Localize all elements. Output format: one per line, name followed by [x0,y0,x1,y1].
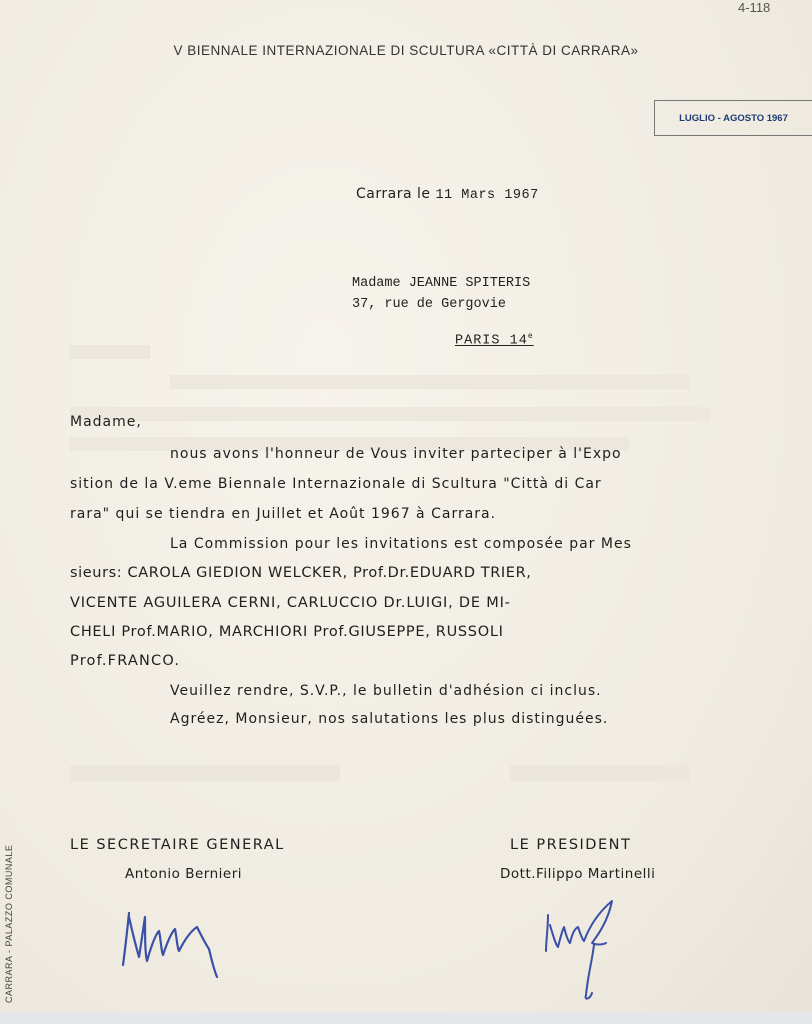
body-line: rara" qui se tiendra en Juillet et Août 1967 à Carrara. [70,506,497,522]
recipient-street: 37, rue de Gergovie [352,297,506,312]
exhibition-date-box: LUGLIO - AGOSTO 1967 [654,100,812,136]
president-name: Dott.Filippo Martinelli [500,866,656,882]
body-line: Veuillez rendre, S.V.P., le bulletin d'adhésion ci inclus. [170,683,602,699]
secretary-signature [115,895,235,985]
place-prefix: Carrara le [356,186,431,202]
secretary-title: LE SECRETAIRE GENERAL [70,837,285,853]
body-line: CHELI Prof.MARIO, MARCHIORI Prof.GIUSEPPE, RUSSOLI [70,624,504,640]
letter-date: 11 Mars 1967 [435,188,539,203]
archive-reference: 4-118 [738,0,771,15]
body-line: Agréez, Monsieur, nos salutations les plus distinguées. [170,711,609,727]
body-line: nous avons l'honneur de Vous inviter parteciper à l'Expo [170,446,622,462]
secretary-name: Antonio Bernieri [125,866,242,882]
letterhead: V BIENNALE INTERNAZIONALE DI SCULTURA «CITTÀ DI CARRARA» [173,43,639,58]
page-bottom-edge [0,1012,812,1024]
place-date-line [356,186,539,203]
president-signature [540,895,630,1005]
margin-imprint: CARRARA - PALAZZO COMUNALE [4,844,14,1003]
body-line: sition de la V.eme Biennale Internazionale di Scultura "Città di Car [70,476,602,492]
recipient-city-name: PARIS 14 [455,333,528,349]
recipient-name: Madame JEANNE SPITERIS [352,276,531,291]
body-line: sieurs: CAROLA GIEDION WELCKER, Prof.Dr.EDUARD TRIER, [70,565,532,581]
body-line: La Commission pour les invitations est composée par Mes [170,536,632,552]
president-title: LE PRESIDENT [510,837,632,853]
salutation: Madame, [70,414,142,430]
body-line: Prof.FRANCO. [70,653,181,669]
recipient-city [455,332,534,349]
body-line: VICENTE AGUILERA CERNI, CARLUCCIO Dr.LUIGI, DE MI- [70,595,511,611]
recipient-city-suffix: e [527,332,534,341]
